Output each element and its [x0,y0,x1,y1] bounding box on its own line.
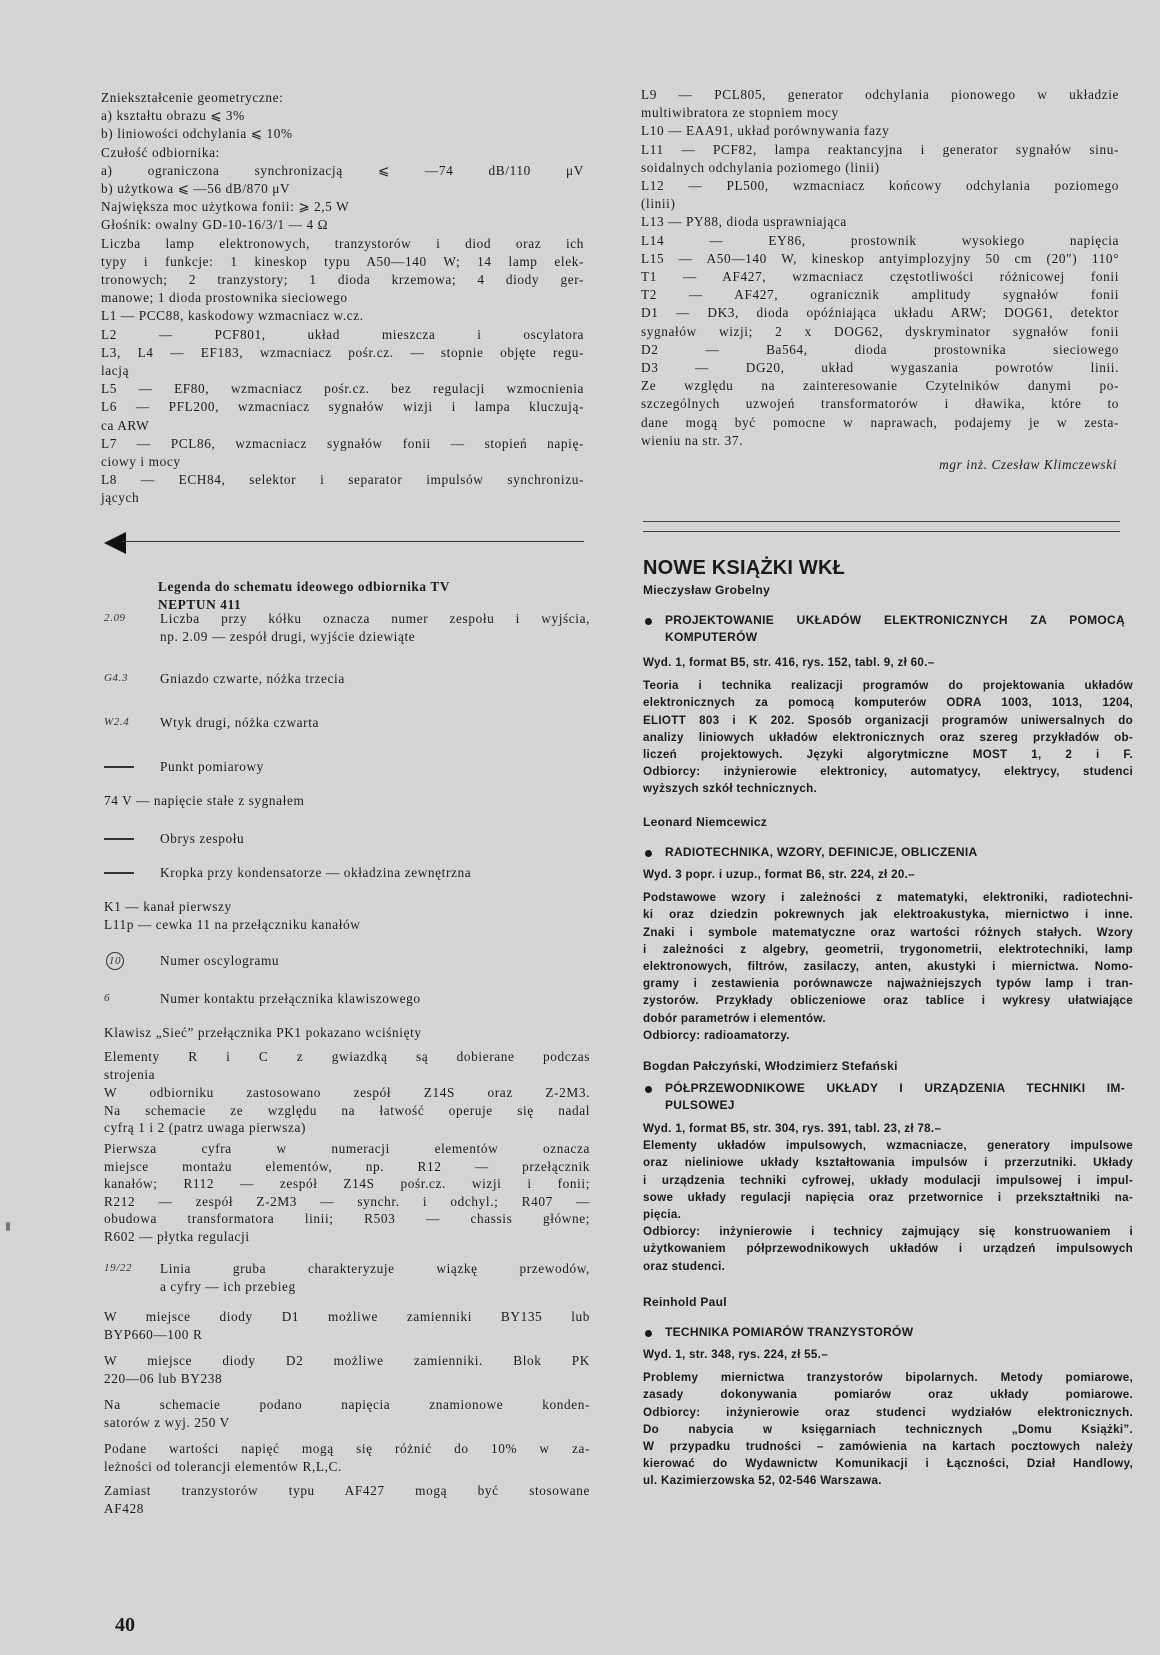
book-author: Bogdan Pałczyński, Włodzimierz Stefański [643,1059,898,1073]
spec-line: L12 — PL500, wzmacniacz końcowy odchylania poziomego [641,178,1119,194]
legend-line: W miejsce diody D1 możliwe zamienniki BY135 lub [104,1309,590,1324]
legend-line: W odbiorniku zastosowano zespół Z14S oraz Z-2M3. [104,1085,590,1100]
new-books-section [643,557,1133,1488]
book-description [643,1120,1133,1275]
legend-line: Linia gruba charakteryzuje wiązkę przewodów, [160,1261,590,1276]
bullet-icon [645,618,652,625]
section-divider-right-1 [643,521,1120,522]
spec-line: T1 — AF427, wzmacniacz częstotliwości różnicowej fonii [641,269,1119,285]
spec-line: dane mogą być pomocne w naprawach, podajemy je w zesta- [641,414,1119,430]
book-title-line: PROJEKTOWANIE UKŁADÓW ELEKTRONICZNYCH ZA POMOCĄ [665,613,1125,627]
book-line: Elementy układów impulsowych, wzmacniacze, generatory impulsowe [643,1139,1133,1153]
book-line: ul. Kazimierzowska 52, 02-546 Warszawa. [643,1474,882,1488]
spec-line: b) liniowości odchylania ⩽ 10% [101,126,293,142]
spec-line: L6 — PFL200, wzmacniacz sygnałów wizji i lampa kluczują- [101,399,584,415]
book-title-line: PÓŁPRZEWODNIKOWE UKŁADY I URZĄDZENIA TECHNIKI IM- [665,1081,1125,1095]
legend-text [104,1396,590,1431]
spec-line: Liczba lamp elektronowych, tranzystorów i diod oraz ich [101,235,584,251]
legend-line: Zamiast tranzystorów typu AF427 mogą być stosowane [104,1483,590,1498]
spec-line: Ze względu na zainteresowanie Czytelników danymi po- [641,378,1119,394]
legend-line: Numer kontaktu przełącznika klawiszowego [160,991,421,1006]
legend-line: Pierwsza cyfra w numeracji elementów oznacza [104,1141,590,1156]
legend-line: R602 — płytka regulacji [104,1228,250,1244]
legend-text [160,864,590,882]
legend-line: satorów z wyj. 250 V [104,1414,230,1430]
spec-line: L13 — PY88, dioda usprawniająca [641,214,847,230]
legend-line: 220—06 lub BY238 [104,1370,223,1386]
spec-line: T2 — AF427, ogranicznik amplitudy sygnałów fonii [641,287,1119,303]
legend-text [160,670,590,688]
spec-line: jących [101,490,140,506]
legend-symbol: W2.4 [104,716,130,728]
spec-line: L15 — A50—140 W, kineskop antyimplozyjny 50 cm (20″) 110° [641,250,1119,266]
spec-line: D2 — Ba564, dioda prostownika sieciowego [641,341,1119,357]
legend-text [104,792,590,810]
book-title-line: PULSOWEJ [665,1098,735,1113]
spec-line: (linii) [641,196,676,212]
schematic-legend [104,578,590,1516]
legend-symbol: G4.3 [104,672,129,684]
book-description [643,1346,1133,1490]
legend-line: K1 — kanał pierwszy [104,899,232,914]
legend-text [104,1352,590,1387]
legend-line: Punkt pomiarowy [160,759,264,774]
spec-line: szczególnych uzwojeń transformatorów i dławika, które to [641,396,1119,412]
legend-text [160,1260,590,1295]
book-title-line: TECHNIKA POMIARÓW TRANZYSTORÓW [665,1325,914,1339]
spec-line: b) użytkowa ⩽ —56 dB/870 μV [101,181,291,197]
book-line: ELIOTT 803 i K 202. Sposób organizacji programów uniwersalnych do [643,713,1133,727]
spec-line: soidalnych odchylania poziomego (linii) [641,159,880,175]
legend-line: np. 2.09 — zespół drugi, wyjście dziewiąte [160,628,416,644]
book-line: Odbiorcy: inżynierowie oraz studenci wydziałów elektronicznych. [643,1405,1133,1419]
book-line: oraz nieliniowe układy kształtowania impulsów i przerzutniki. Układy [643,1156,1133,1170]
legend-line: Wtyk drugi, nóżka czwarta [160,715,319,730]
arrow-marker-icon [104,532,126,554]
spec-line: wieniu na str. 37. [641,432,744,448]
legend-symbol-icon [104,838,134,840]
spec-line: Głośnik: owalny GD-10-16/3/1 — 4 Ω [101,217,329,233]
book-line: kierować do Wydawnictw Komunikacji i Łączności, Dział Handlowy, [643,1457,1133,1471]
book-title [643,844,1125,861]
book-line: ki oraz dziedzin pokrewnych jak elektroakustyka, miernictwo i inne. [643,908,1133,922]
book-line: elektronowych, filtrów, zasilaczy, anten, akustyki i miernictwa. Nomo- [643,960,1133,974]
legend-text [104,1482,590,1517]
legend-line: Kropka przy kondensatorze — okładzina zewnętrzna [160,865,472,880]
legend-line: obudowa transformatora linii; R503 — chassis główne; [104,1211,590,1226]
legend-line: Gniazdo czwarte, nóżka trzecia [160,671,345,686]
book-line: Odbiorcy: inżynierowie elektronicy, automatycy, elektrycy, studenci [643,765,1133,779]
oscillogram-circle-icon: 10 [106,952,124,970]
book-line: Problemy miernictwa tranzystorów bipolarnych. Metody pomiarowe, [643,1371,1133,1385]
specs-column-right [641,86,1119,474]
book-author: Leonard Niemcewicz [643,815,768,829]
spec-line: a) ograniczona synchronizacją ⩽ —74 dB/110 μV [101,162,584,178]
book-title [643,1080,1125,1115]
spec-line: L14 — EY86, prostownik wysokiego napięcia [641,232,1119,248]
legend-text [160,952,590,970]
legend-text [104,1308,590,1343]
spec-line: Zniekształcenie geometryczne: [101,90,284,105]
legend-line: L11p — cewka 11 na przełączniku kanałów [104,916,361,932]
legend-text [160,830,590,848]
spec-line: lacją [101,363,130,379]
book-line: Teoria i technika realizacji programów do projektowania układów [643,679,1133,693]
spec-line: tronowych; 2 tranzystory; 1 dioda krzemowa; 4 diody ger- [101,272,584,288]
legend-symbol: 2.09 [104,612,126,624]
legend-text [104,1084,590,1137]
book-line: oraz studenci. [643,1259,726,1273]
legend-line: W miejsce diody D2 możliwe zamienniki. Blok PK [104,1353,590,1368]
legend-line: Na schemacie ze względu na łatwość operuje się nadal [104,1102,590,1118]
legend-text [160,714,590,732]
legend-symbol-icon [104,766,134,768]
book-description [643,654,1133,798]
book-line: Wyd. 1, format B5, str. 304, rys. 391, tabl. 23, zł 78.– [643,1122,942,1135]
book-title [643,612,1125,647]
legend-symbol: 19/22 [104,1262,133,1274]
author-signature: mgr inż. Czesław Klimczewski [939,457,1117,473]
book-line: analizy liniowych układów elektronicznych oraz szereg przykładów ob- [643,730,1133,744]
book-line: użytkowaniem półprzewodnikowych układów i urządzeń impulsowych [643,1242,1133,1256]
legend-text [160,990,590,1008]
legend-text [104,1440,590,1475]
book-line: zystorów. Przykłady obliczeniowe oraz tablice i wykresy ułatwiające [643,994,1133,1008]
spec-line: L11 — PCF82, lampa reaktancyjna i generator sygnałów sinu- [641,141,1119,157]
legend-text [104,1140,590,1245]
bullet-icon [645,1086,652,1093]
book-line: W przypadku trudności – zamówienia na kartach pocztowych należy [643,1440,1133,1454]
legend-line: strojenia [104,1066,156,1082]
book-title-line: RADIOTECHNIKA, WZORY, DEFINICJE, OBLICZENIA [665,845,978,859]
book-line: dobór parametrów i elementów. [643,1011,826,1025]
book-line: wyższych szkół technicznych. [643,782,817,796]
book-line: i urządzenia techniki cyfrowej, układy modulacji impulsowej i impul- [643,1173,1133,1187]
spec-line: a) kształtu obrazu ⩽ 3% [101,108,245,124]
paper-smudge [6,1222,10,1231]
book-line: zasady dokonywania pomiarów oraz układy pomiarowe. [643,1388,1133,1402]
book-title-line: KOMPUTERÓW [665,630,758,645]
specs-column-left [101,89,584,508]
book-line: elektronicznych za pomocą komputerów ODRA 1003, 1013, 1204, [643,696,1133,710]
legend-text [104,1024,590,1042]
bullet-icon [645,850,652,857]
legend-line: R212 — zespół Z-2M3 — synchr. i odchyl.; R407 — [104,1193,590,1209]
spec-line: ca ARW [101,417,150,433]
spec-line: L10 — EAA91, układ porównywania fazy [641,123,890,139]
book-line: gramy i zestawienia porównawcze najważniejszych typów lamp i tran- [643,977,1133,991]
legend-title: Legenda do schematu ideowego odbiornika TV NEPTUN 411 [158,579,451,612]
legend-line: Elementy R i C z gwiazdką są dobierane podczas [104,1049,590,1064]
spec-line: ciowy i mocy [101,454,181,470]
legend-text [160,610,590,645]
spec-line: manowe; 1 dioda prostownika sieciowego [101,290,348,306]
books-heading: NOWE KSIĄŻKI WKŁ [643,557,846,579]
book-line: Znaki i symbole matematyczne oraz wartości różnych stałych. Wzory [643,925,1133,939]
legend-line: miejsce montażu elementów, np. R12 — przełącznik [104,1158,590,1174]
spec-line: D3 — DG20, układ wygaszania powrotów linii. [641,360,1119,376]
spec-line: Największa moc użytkowa fonii: ⩾ 2,5 W [101,199,350,215]
legend-text [104,898,590,933]
book-description [643,866,1133,1044]
spec-line: Czułość odbiornika: [101,144,220,160]
legend-line: 74 V — napięcie stałe z sygnałem [104,793,305,808]
spec-line: L2 — PCF801, układ mieszcza i oscylatora [101,326,584,342]
legend-text [160,758,590,776]
spec-line: L9 — PCL805, generator odchylania pionowego w układzie [641,87,1119,102]
spec-line: L7 — PCL86, wzmacniacz sygnałów fonii — stopień napię- [101,435,584,451]
book-line: i zależności z algebry, geometrii, trygonometrii, elektrotechniki, lamp [643,942,1133,956]
book-line: liczeń projektowych. Języki algorytmiczne MOST 1, 2 i F. [643,748,1133,762]
legend-line: Na schemacie podano napięcia znamionowe konden- [104,1397,590,1412]
book-author: Mieczysław Grobelny [643,583,771,597]
spec-line: sygnałów wizji; 2 x DOG62, dyskryminator sygnałów fonii [641,323,1119,339]
book-line: pięcia. [643,1208,682,1222]
book-line: Wyd. 3 popr. i uzup., format B6, str. 224, zł 20.– [643,868,915,881]
legend-symbol-icon [104,872,134,874]
legend-symbol: 6 [104,992,111,1004]
book-line: Podstawowe wzory i zależności z matematyki, elektroniki, radiotechni- [643,891,1133,905]
book-line: Odbiorcy: radioamatorzy. [643,1028,790,1042]
book-line: sowe układy regulacji napięcia oraz przetwornice i przekształtniki na- [643,1190,1133,1204]
spec-line: L3, L4 — EF183, wzmacniacz pośr.cz. — stopnie objęte regu- [101,344,584,360]
legend-text [104,1048,590,1083]
book-line: Wyd. 1, str. 348, rys. 224, zł 55.– [643,1348,828,1361]
legend-line: a cyfry — ich przebieg [160,1278,296,1294]
book-title [643,1324,1125,1341]
legend-line: BYP660—100 R [104,1326,203,1342]
bullet-icon [645,1330,652,1337]
book-line: Wyd. 1, format B5, str. 416, rys. 152, tabl. 9, zł 60.– [643,656,935,669]
legend-line: Liczba przy kółku oznacza numer zespołu i wyjścia, [160,611,590,626]
section-divider-left [122,541,584,542]
spec-line: L8 — ECH84, selektor i separator impulsów synchronizu- [101,472,584,488]
spec-line: L5 — EF80, wzmacniacz pośr.cz. bez regulacji wzmocnienia [101,381,584,397]
spec-line: typy i funkcje: 1 kineskop typu A50—140 W; 14 lamp elek- [101,253,584,269]
book-line: Odbiorcy: inżynierowie i technicy zajmujący się konstruowaniem i [643,1225,1133,1239]
spec-line: D1 — DK3, dioda opóźniająca układu ARW; DOG61, detektor [641,305,1119,321]
legend-line: Obrys zespołu [160,831,245,846]
legend-line: cyfrą 1 i 2 (patrz uwaga pierwsza) [104,1120,307,1135]
page-number: 40 [115,1614,135,1636]
section-divider-right-2 [643,531,1120,532]
book-line: Do nabycia w księgarniach technicznych „Domu Książki”. [643,1422,1133,1436]
legend-line: leżności od tolerancji elementów R,L,C. [104,1458,342,1474]
spec-line: multiwibratora ze stopniem mocy [641,105,839,121]
legend-line: Podane wartości napięć mogą się różnić do 10% w za- [104,1441,590,1456]
spec-line: L1 — PCC88, kaskodowy wzmacniacz w.cz. [101,308,364,324]
legend-line: Numer oscylogramu [160,953,280,968]
legend-line: AF428 [104,1500,144,1516]
legend-line: Klawisz „Sieć” przełącznika PK1 pokazano wciśnięty [104,1025,422,1040]
legend-line: kanałów; R112 — zespół Z14S pośr.cz. wizji i fonii; [104,1176,590,1191]
book-author: Reinhold Paul [643,1295,727,1309]
